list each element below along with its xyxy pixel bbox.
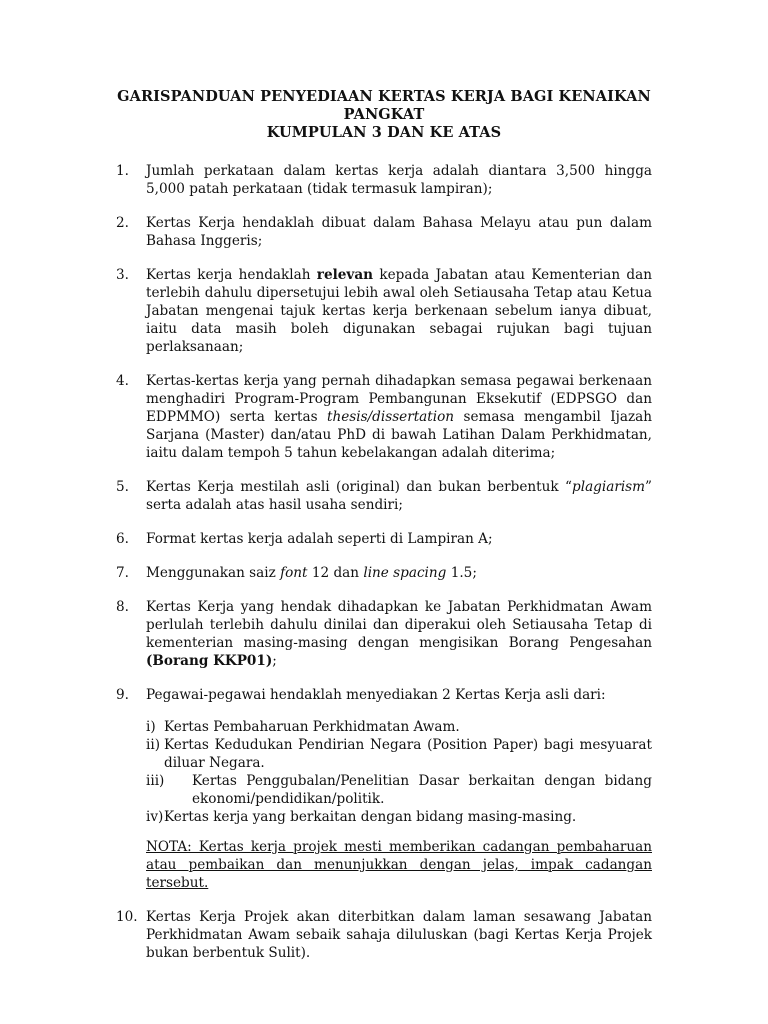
item-number: 10. <box>116 909 138 925</box>
list-item-8 <box>116 598 652 670</box>
item-number: 6. <box>116 531 129 547</box>
item-text: Kertas Kerja Projek akan diterbitkan dalam laman sesawang Jabatan Perkhidmatan Awam sebaik sahaja diluluskan (bagi Kertas Kerja Projek bukan berbentuk Sulit). <box>146 909 652 961</box>
item-text: Jumlah perkataan dalam kertas kerja adalah diantara 3,500 hingga 5,000 patah perkataan (tidak termasuk lampiran); <box>146 163 652 197</box>
sub-item-number: ii) <box>146 737 160 753</box>
nota-note: NOTA: Kertas kerja projek mesti memberikan cadangan pembaharuan atau pembaikan dan menunjukkan dengan jelas, impak cadangan tersebut. <box>146 839 652 891</box>
title-line-2: KUMPULAN 3 DAN KE ATAS <box>266 124 502 141</box>
sub-item-text: Kertas kerja yang berkaitan dengan bidang masing-masing. <box>164 809 577 825</box>
item-text: Format kertas kerja adalah seperti di Lampiran A; <box>146 531 493 547</box>
sub-item-number: i) <box>146 719 156 735</box>
item-number: 2. <box>116 215 129 231</box>
sub-item-number: iv) <box>146 809 164 825</box>
item-text: Kertas-kertas kerja yang pernah dihadapkan semasa pegawai berkenaan menghadiri Program-Program Pembangunan Eksekutif (EDPSGO dan EDPMMO) serta kertas thesis/dissertation semasa mengambil Ijazah Sarjana (Master) dan/atau PhD di bawah Latihan Dalam Perkhidmatan, iaitu dalam tempoh 5 tahun kebelakangan adalah diterima; <box>146 373 652 461</box>
item-text: Kertas Kerja yang hendak dihadapkan ke Jabatan Perkhidmatan Awam perlulah terlebih dahulu dinilai dan diperakui oleh Setiausaha Tetap di kementerian masing-masing dengan mengisikan Borang Pengesahan (Borang KKP01); <box>146 599 652 669</box>
sub-item-text: Kertas Pembaharuan Perkhidmatan Awam. <box>164 719 460 735</box>
list-item-4 <box>116 372 652 462</box>
emphasis-relevan: relevan <box>316 267 374 283</box>
item-number: 1. <box>116 163 129 179</box>
item-number: 8. <box>116 599 129 615</box>
item-text: Menggunakan saiz font 12 dan line spacing 1.5; <box>146 565 477 581</box>
item-text: Kertas kerja hendaklah relevan kepada Jabatan atau Kementerian dan terlebih dahulu dipersetujui lebih awal oleh Setiausaha Tetap atau Ketua Jabatan mengenai tajuk kertas kerja berkenaan sebelum ianya dibuat, iaitu data masih boleh digunakan sebagai rujukan bagi tujuan perlaksanaan; <box>146 267 652 355</box>
item-number: 4. <box>116 373 129 389</box>
italic-term: line spacing <box>363 565 447 581</box>
italic-term: thesis/dissertation <box>327 409 455 425</box>
list-item-2 <box>116 214 652 250</box>
item-number: 9. <box>116 687 129 703</box>
list-item-3 <box>116 266 652 356</box>
sub-item-text: Kertas Kedudukan Pendirian Negara (Position Paper) bagi mesyuarat diluar Negara. <box>164 737 652 771</box>
sub-item-text: Kertas Penggubalan/Penelitian Dasar berkaitan dengan bidang ekonomi/pendidikan/politik. <box>192 773 652 807</box>
italic-term: plagiarism <box>572 479 646 495</box>
list-item-5 <box>116 478 652 514</box>
item-number: 5. <box>116 479 129 495</box>
item-number: 3. <box>116 267 129 283</box>
sub-item-iii <box>146 772 652 808</box>
item-number: 7. <box>116 565 129 581</box>
list-item-6 <box>116 530 652 548</box>
sub-item-i <box>146 718 652 736</box>
document-title <box>116 88 652 142</box>
title-line-1: GARISPANDUAN PENYEDIAAN KERTAS KERJA BAGI KENAIKAN PANGKAT <box>117 88 651 123</box>
form-reference: (Borang KKP01) <box>146 653 273 669</box>
list-item-9 <box>116 686 652 704</box>
italic-term: font <box>280 565 308 581</box>
list-item-10 <box>116 908 652 962</box>
sub-item-ii <box>146 736 652 772</box>
item-text: Kertas Kerja hendaklah dibuat dalam Bahasa Melayu atau pun dalam Bahasa Inggeris; <box>146 215 652 249</box>
sub-item-iv <box>146 808 652 826</box>
list-item-1 <box>116 162 652 198</box>
list-item-7 <box>116 564 652 582</box>
sub-item-number: iii) <box>146 773 165 789</box>
item-text: Kertas Kerja mestilah asli (original) dan bukan berbentuk “plagiarism” serta adalah atas hasil usaha sendiri; <box>146 479 652 513</box>
item-text: Pegawai-pegawai hendaklah menyediakan 2 Kertas Kerja asli dari: <box>146 687 606 703</box>
